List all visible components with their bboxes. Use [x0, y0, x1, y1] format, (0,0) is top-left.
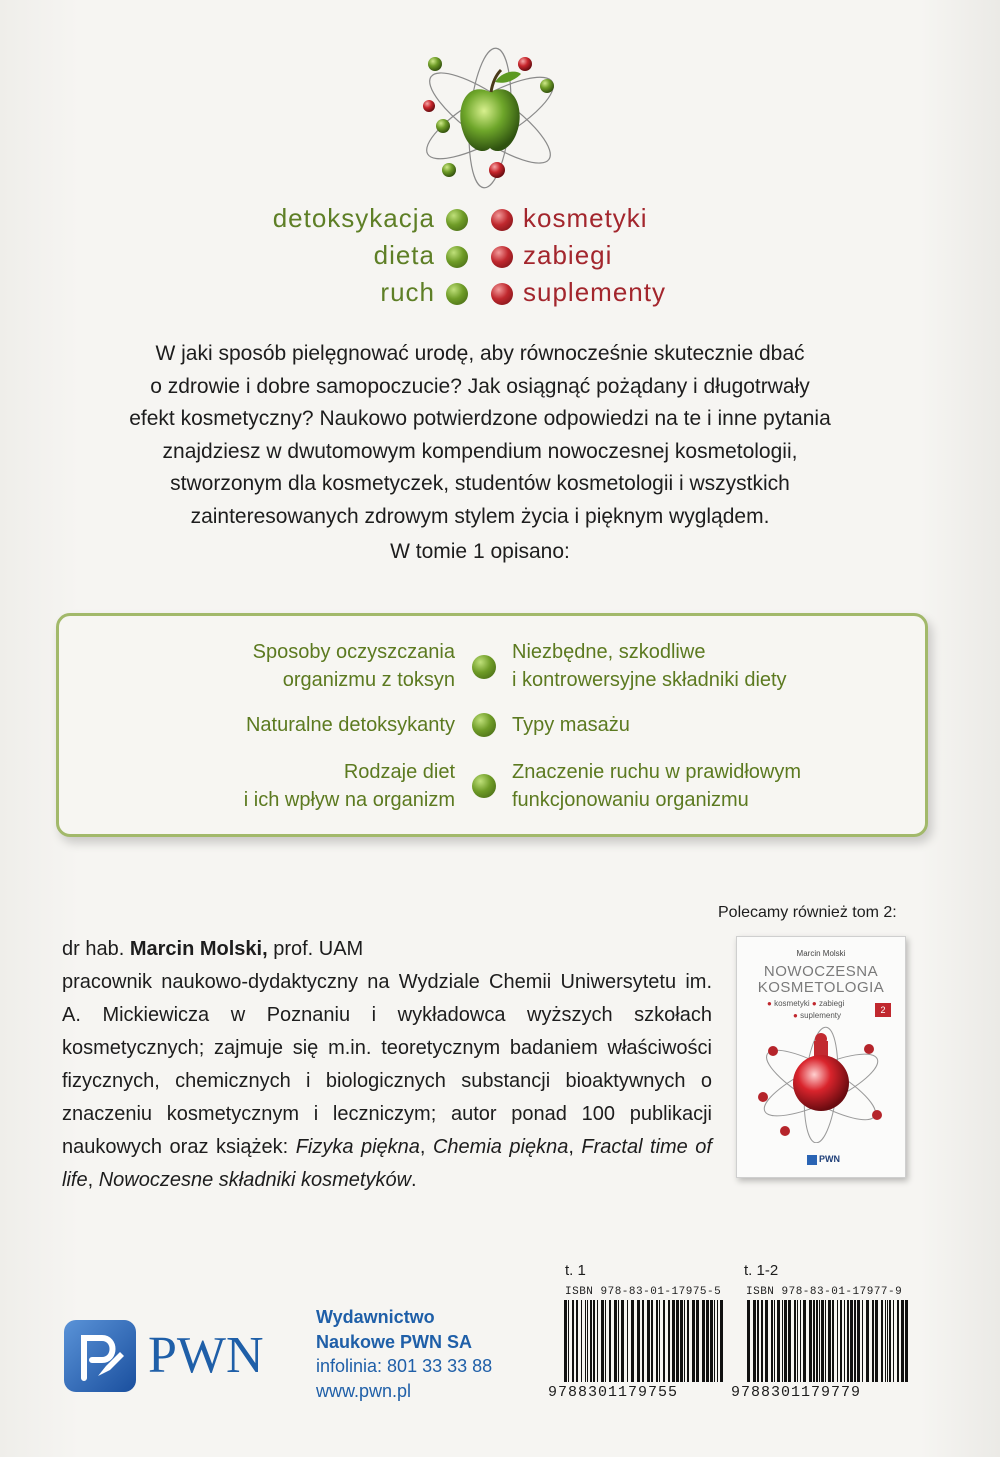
barcode-bar: [720, 1300, 723, 1382]
book-title: Fizyka piękna: [295, 1136, 420, 1158]
topic-left: [125, 638, 455, 694]
pwn-pen-icon: [62, 1318, 138, 1394]
topic-line: Typy masażu: [512, 714, 630, 736]
keyword-movement: ruch: [380, 277, 435, 307]
barcode-bar: [637, 1300, 640, 1382]
barcode-bar: [687, 1300, 689, 1382]
barcode-bar: [587, 1300, 588, 1382]
book-title: Chemia piękna: [432, 1136, 569, 1158]
separator: .: [411, 1169, 417, 1191]
publisher-info: [316, 1305, 492, 1403]
barcode-bar: [590, 1300, 592, 1382]
green-bullet-icon: [472, 655, 496, 679]
topic-left: [125, 758, 455, 814]
barcode-bar: [905, 1300, 908, 1382]
barcode-bar: [593, 1300, 595, 1382]
cover-keyword: ● suplementy: [793, 1011, 841, 1020]
topic-line: funkcjonowaniu organizmu: [512, 789, 749, 811]
barcode-bar: [601, 1300, 604, 1382]
barcode-bar: [676, 1300, 679, 1382]
red-bullet-icon: [491, 246, 513, 268]
recommended-label: Polecamy również tom 2:: [718, 904, 897, 921]
barcode-bar: [663, 1300, 665, 1382]
barcode-bar: [572, 1300, 574, 1382]
separator: ,: [87, 1169, 99, 1191]
separator: ,: [419, 1136, 433, 1158]
barcode-bar: [837, 1300, 838, 1382]
barcode-bar: [774, 1300, 775, 1382]
intro-line: efekt kosmetyczny? Naukowo potwierdzone odpowiedzi na te i inne pytania: [129, 407, 831, 430]
topic-left: [125, 711, 455, 739]
cover-flask-illustration: [751, 1023, 891, 1143]
topic-line: Niezbędne, szkodliwe: [512, 641, 706, 663]
barcode-bar: [621, 1300, 624, 1382]
barcode-bar: [803, 1300, 806, 1382]
barcode-bar: [813, 1300, 815, 1382]
topic-line: organizmu z toksyn: [282, 669, 455, 691]
barcode-label: t. 1: [565, 1262, 586, 1279]
barcode-bar: [581, 1300, 582, 1382]
barcode-bar: [825, 1300, 826, 1382]
barcode-bar: [797, 1300, 798, 1382]
barcode-bar: [897, 1300, 899, 1382]
topic-line: i kontrowersyjne składniki diety: [512, 669, 787, 691]
bio-text: pracownik naukowo-dydaktyczny na Wydziale Chemii Uniwersytetu im. A. Mickiewicza w Poznaniu i wykładowca wyższych szkołach kosmetycznych; zajmuje się m.in. teoretycznym badaniem właściwości fizycznych, chemicznych i biologicznych substancji bioaktywnych o znaczeniu kosmetycznym i leczniczym; autor ponad 100 publikacji naukowych oraz książek:: [62, 971, 712, 1158]
barcode-bar: [844, 1300, 845, 1382]
barcode-bar: [875, 1300, 878, 1382]
barcode-bar: [597, 1300, 598, 1382]
barcode-vol-1-2: [743, 1300, 911, 1382]
topic-right: [512, 711, 892, 739]
barcode-bar: [702, 1300, 705, 1382]
barcode-vol-1: [560, 1300, 728, 1382]
keyword-diet: dieta: [373, 240, 435, 270]
isbn-text: ISBN 978-83-01-17977-9: [746, 1286, 903, 1298]
topic-line: i ich wpływ na organizm: [243, 789, 455, 811]
volume-subheading: W tomie 1 opisano:: [390, 540, 570, 563]
cover-publisher: PWN: [819, 1154, 840, 1164]
red-bullet-icon: [491, 209, 513, 231]
barcode-bar: [757, 1300, 759, 1382]
barcode-bar: [714, 1300, 715, 1382]
barcode-bar: [585, 1300, 586, 1382]
intro-line: o zdrowie i dobre samopoczucie? Jak osiągnąć pożądany i długotrwały: [150, 374, 810, 398]
barcode-bar: [684, 1300, 685, 1382]
cover-volume-badge: 2: [875, 1003, 891, 1017]
keyword-detox: detoksykacja: [272, 203, 435, 233]
barcode-bar: [647, 1300, 650, 1382]
barcode-bar: [885, 1300, 886, 1382]
barcode-bar: [696, 1300, 699, 1382]
barcode-bar: [631, 1300, 634, 1382]
barcode-bar: [866, 1300, 869, 1382]
barcode-bar: [659, 1300, 660, 1382]
barcode-bar: [850, 1300, 853, 1382]
barcode-bar: [765, 1300, 768, 1382]
barcode-bar: [819, 1300, 820, 1382]
barcode-bar: [605, 1300, 606, 1382]
barcode-bar: [816, 1300, 818, 1382]
cover-title-1: NOWOCZESNA: [763, 963, 879, 980]
book-title: Nowoczesne składniki kosmetyków: [98, 1169, 412, 1191]
barcode-bar: [692, 1300, 695, 1382]
green-bullet-icon: [446, 209, 468, 231]
green-bullet-icon: [446, 246, 468, 268]
cover-pwn-icon: [807, 1155, 817, 1165]
publisher-website: www.pwn.pl: [316, 1380, 412, 1401]
topic-line: Rodzaje diet: [343, 761, 455, 783]
barcode-bar: [642, 1300, 644, 1382]
barcode-bar: [840, 1300, 842, 1382]
barcode-bar: [889, 1300, 891, 1382]
barcode-bar: [782, 1300, 783, 1382]
barcode-bar: [706, 1300, 709, 1382]
barcode-bar: [794, 1300, 796, 1382]
apple-atom-illustration: [405, 40, 575, 190]
author-affiliation: prof. UAM: [267, 938, 364, 960]
author-bio: [62, 933, 712, 1197]
barcode-bar: [854, 1300, 856, 1382]
barcode-bar: [862, 1300, 863, 1382]
barcode-bar: [614, 1300, 617, 1382]
barcode-label: t. 1-2: [744, 1262, 779, 1279]
publisher-name: Naukowe PWN SA: [316, 1331, 473, 1352]
author-name: Marcin Molski,: [129, 938, 268, 960]
author-heading: [62, 933, 712, 966]
barcode-bar: [881, 1300, 883, 1382]
intro-line: zainteresowanych zdrowym stylem życia i pięknym wyglądem.: [190, 504, 770, 528]
barcode-bar: [832, 1300, 834, 1382]
cover-author: Marcin Molski: [796, 949, 846, 958]
barcode-bar: [651, 1300, 653, 1382]
keyword-treatments: zabiegi: [523, 240, 613, 270]
barcode-bar: [771, 1300, 773, 1382]
barcode-bar: [710, 1300, 713, 1382]
barcode-bar: [800, 1300, 801, 1382]
publisher-name: Wydawnictwo: [316, 1307, 435, 1327]
intro-paragraph: [90, 338, 870, 533]
barcode-bar: [568, 1300, 569, 1382]
barcode-bar: [717, 1300, 718, 1382]
barcode-bar: [747, 1300, 750, 1382]
author-description: [62, 966, 712, 1197]
publisher-phone: infolinia: 801 33 33 88: [316, 1356, 493, 1376]
barcode-bar: [847, 1300, 849, 1382]
barcode-bar: [828, 1300, 831, 1382]
author-title: dr hab.: [62, 938, 130, 960]
barcode-bar: [821, 1300, 824, 1382]
cover-kw: kosmetyki: [774, 999, 810, 1008]
intro-line: W jaki sposób pielęgnować urodę, aby równocześnie skutecznie dbać: [155, 342, 805, 365]
topic-right: [512, 758, 892, 814]
barcode-bar: [893, 1300, 894, 1382]
keyword-cosmetics: kosmetyki: [523, 203, 648, 233]
barcode-bar: [609, 1300, 611, 1382]
keyword-supplements: suplementy: [523, 277, 666, 307]
topic-right: [512, 638, 892, 694]
barcode-bar: [576, 1300, 578, 1382]
topic-line: Naturalne detoksykanty: [245, 714, 455, 736]
barcode-bar: [872, 1300, 874, 1382]
green-bullet-icon: [446, 283, 468, 305]
barcode-bar: [618, 1300, 619, 1382]
cover-title-2: KOSMETOLOGIA: [757, 979, 885, 996]
pwn-logo: [62, 1318, 264, 1399]
red-bullet-icon: [491, 283, 513, 305]
barcode-number: 9788301179779: [731, 1384, 862, 1401]
barcode-bar: [668, 1300, 670, 1382]
barcode-bar: [901, 1300, 904, 1382]
book-title: Fractal time of life: [62, 1136, 712, 1191]
barcode-bar: [564, 1300, 567, 1382]
topic-line: Sposoby oczyszczania: [252, 641, 455, 663]
cover-kw: suplementy: [800, 1011, 841, 1020]
intro-line: znajdziesz w dwutomowym kompendium nowoczesnej kosmetologii,: [162, 439, 798, 463]
topic-line: Znaczenie ruchu w prawidłowym: [512, 761, 802, 783]
barcode-bar: [761, 1300, 763, 1382]
cover-kw: zabiegi: [818, 999, 845, 1008]
barcode-bar: [809, 1300, 812, 1382]
barcode-bar: [887, 1300, 888, 1382]
cover-keyword: ● kosmetyki ● zabiegi: [767, 999, 845, 1008]
separator: ,: [568, 1136, 582, 1158]
barcode-bar: [680, 1300, 683, 1382]
barcode-bar: [857, 1300, 860, 1382]
pwn-logo-text: PWN: [148, 1327, 264, 1384]
barcode-bar: [788, 1300, 791, 1382]
barcode-bar: [784, 1300, 787, 1382]
barcode-number: 9788301179755: [548, 1384, 679, 1401]
barcode-bar: [627, 1300, 628, 1382]
intro-line: stworzonym dla kosmetyczek, studentów kosmetologii i wszystkich: [170, 472, 790, 495]
barcode-bar: [656, 1300, 658, 1382]
green-bullet-icon: [472, 774, 496, 798]
green-bullet-icon: [472, 713, 496, 737]
barcode-bar: [672, 1300, 675, 1382]
isbn-text: ISBN 978-83-01-17975-5: [565, 1286, 722, 1298]
barcode-bar: [777, 1300, 780, 1382]
barcode-bar: [753, 1300, 756, 1382]
volume-2-cover: [736, 936, 906, 1178]
